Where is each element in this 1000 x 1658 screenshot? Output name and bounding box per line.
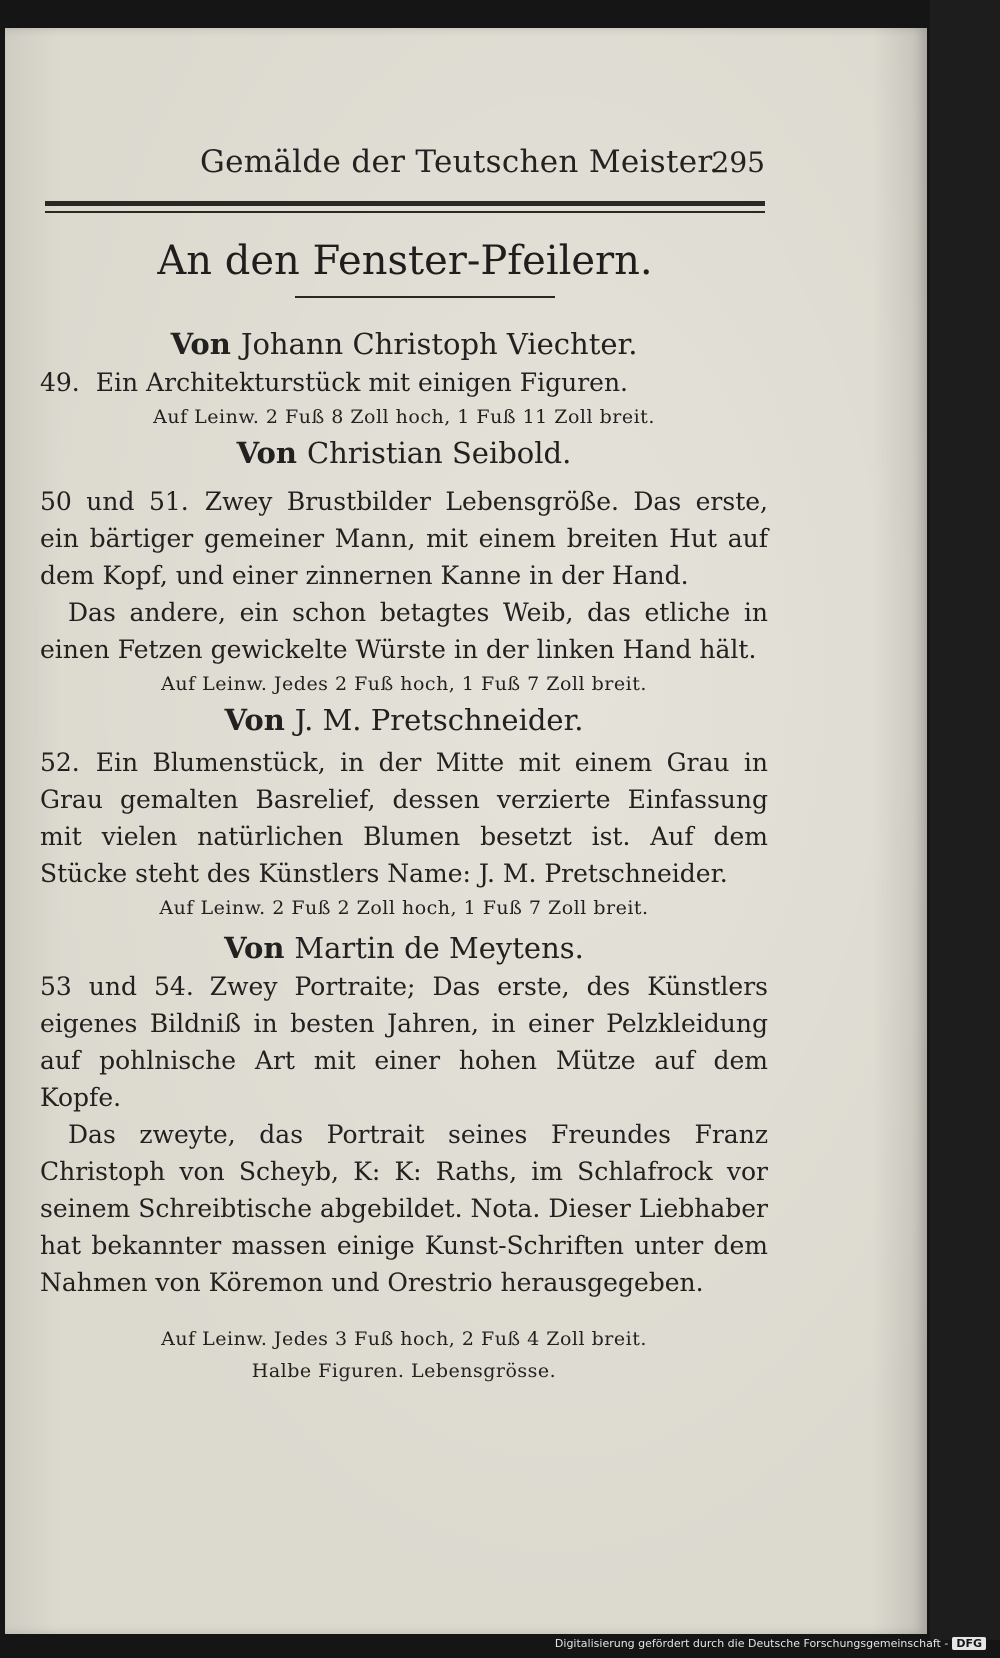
entry-text: Ein Blumenstück, in der Mitte mit einem Grau in Grau gemalten Basrelief, dessen verzierte Einfassung mit vielen natürlichen Blumen besetzt ist. Auf dem Stücke steht des Künstlers Name: J. M. Pretschneider. [40,748,768,888]
catalogue-entry [40,744,768,892]
digitization-credit [555,1637,986,1650]
artist-prefix: Von [224,931,285,965]
page-body [40,318,768,1387]
entry-number: 52. [40,748,80,777]
dimensions-line: Auf Leinw. Jedes 3 Fuß hoch, 2 Fuß 4 Zoll breit. [161,1328,647,1350]
catalogue-entry [40,364,768,401]
dimensions-line: Auf Leinw. Jedes 2 Fuß hoch, 1 Fuß 7 Zoll breit. [161,673,647,695]
figure-note: Halbe Figuren. Lebensgrösse. [251,1360,557,1382]
artist-name: Christian Seibold. [306,436,572,470]
artist-heading [40,928,768,968]
entry-text: Zwey Brustbilder Lebensgröße. Das erste, ein bärtiger gemeiner Mann, mit einem breiten Hut auf dem Kopf, und einer zinnernen Kanne in der Hand. [40,487,768,590]
credit-text: Digitalisierung gefördert durch die Deutsche Forschungsgemeinschaft - [554,1637,949,1650]
section-title: An den Fenster-Pfeilern. [157,238,653,284]
page-header [45,140,765,186]
entry-number: 50 und 51. [40,487,189,516]
entry-paragraph: Das zweyte, das Portrait seines Freundes Franz Christoph von Scheyb, K: K: Raths, im Schlafrock vor seinem Schreibtische abgebildet. Nota. Dieser Liebhaber hat bekannter massen einige Kunst-Schriften unter dem Nahmen von Köremon und Orestrio herausgegeben. [40,1120,768,1297]
entry-number: 49. [40,368,80,397]
artist-heading [40,433,768,473]
entry-text: Ein Architekturstück mit einigen Figuren. [95,368,628,397]
entry-number: 53 und 54. [40,972,194,1001]
header-rule-thick [45,201,765,206]
header-rule-thin [45,211,765,213]
artist-name: Johann Christoph Viechter. [240,327,638,361]
artist-heading [40,700,768,740]
entry-text: Zwey Portraite; Das erste, des Künstlers eigenes Bildniß in besten Jahren, in einer Pelzkleidung auf pohlnische Art mit einer hohen Mütze auf dem Kopfe. [40,972,768,1112]
artist-name: Martin de Meytens. [294,931,584,965]
running-title: Gemälde der Teutschen Meister. [200,144,720,180]
dimensions-line: Auf Leinw. 2 Fuß 8 Zoll hoch, 1 Fuß 11 Zoll breit. [153,406,655,428]
artist-prefix: Von [170,327,231,361]
book-spine-shadow [930,0,1000,1640]
artist-name: J. M. Pretschneider. [294,703,584,737]
artist-prefix: Von [224,703,285,737]
catalogue-entry [40,968,768,1116]
artist-heading [40,324,768,364]
page-number: 295 [711,146,765,179]
dfg-logo-icon: DFG [952,1637,986,1650]
section-title-rule [295,296,555,298]
artist-prefix: Von [236,436,297,470]
entry-paragraph: Das andere, ein schon betagtes Weib, das etliche in einen Fetzen gewickelte Würste in der linken Hand hält. [40,598,768,664]
dimensions-line: Auf Leinw. 2 Fuß 2 Zoll hoch, 1 Fuß 7 Zoll breit. [159,897,649,919]
catalogue-entry [40,483,768,594]
